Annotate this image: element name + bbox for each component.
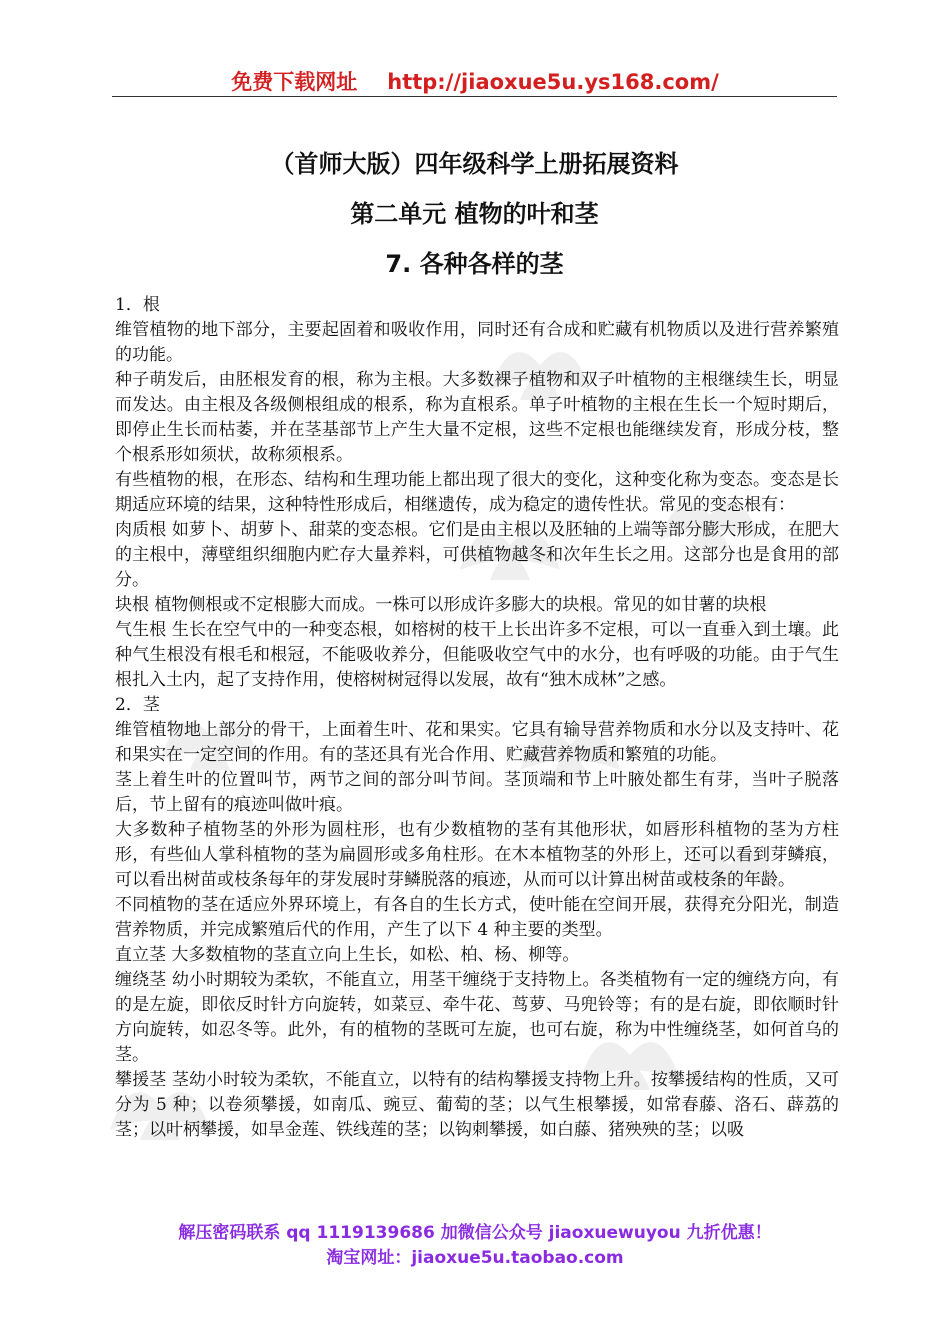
- header-divider: [112, 96, 837, 97]
- paragraph: 维管植物地上部分的骨干，上面着生叶、花和果实。它具有输导营养物质和水分以及支持叶、花和果实在一定空间的作用。有的茎还具有光合作用、贮藏营养物质和繁殖的功能。: [115, 720, 839, 765]
- paragraph: 直立茎 大多数植物的茎直立向上生长，如松、柏、杨、柳等。: [115, 945, 580, 965]
- document-title: （首师大版）四年级科学上册拓展资料: [270, 150, 679, 178]
- paragraph: 不同植物的茎在适应外界环境上，有各自的生长方式，使叶能在空间开展，获得充分阳光，制造营养物质，并完成繁殖后代的作用，产生了以下 4 种主要的类型。: [115, 895, 839, 940]
- paragraph: 种子萌发后，由胚根发育的根，称为主根。大多数裸子植物和双子叶植物的主根继续生长，明显而发达。由主根及各级侧根组成的根系，称为直根系。单子叶植物的主根在生长一个短时期后，即停止生长而枯萎，并在茎基部节上产生大量不定根，这些不定根也能继续发育，形成分枝，整个根系形如须状，故称须根系。: [115, 370, 839, 465]
- unit-title: 第二单元 植物的叶和茎: [350, 200, 599, 228]
- section-heading: 1．根: [115, 295, 160, 315]
- paragraph: 茎上着生叶的位置叫节，两节之间的部分叫节间。茎顶端和节上叶腋处都生有芽，当叶子脱落后，节上留有的痕迹叫做叶痕。: [115, 770, 839, 815]
- paragraph: 气生根 生长在空气中的一种变态根，如榕树的枝干上长出许多不定根，可以一直垂入到土壤。此种气生根没有根毛和根冠，不能吸收养分，但能吸收空气中的水分，也有呼吸的功能。由于气生根扎入土内，起了支持作用，使榕树树冠得以发展，故有“独木成林”之感。: [115, 620, 839, 690]
- paragraph: 攀援茎 茎幼小时较为柔软，不能直立，以特有的结构攀援支持物上升。按攀援结构的性质，又可分为 5 种；以卷须攀援，如南瓜、豌豆、葡萄的茎；以气生根攀援，如常春藤、洛石、薜荔的茎；以叶柄攀援，如旱金莲、铁线莲的茎；以钩刺攀援，如白藤、猪殃殃的茎；以吸: [115, 1070, 839, 1140]
- paragraph: 大多数种子植物茎的外形为圆柱形，也有少数植物的茎有其他形状，如唇形科植物的茎为方柱形，有些仙人掌科植物的茎为扁圆形或多角柱形。在木本植物茎的外形上，还可以看到芽鳞痕，可以看出树苗或枝条每年的芽发展时芽鳞脱落的痕迹，从而可以计算出树苗或枝条的年龄。: [115, 820, 839, 890]
- footer-shop-link[interactable]: 淘宝网址：jiaoxue5u.taobao.com: [326, 1248, 624, 1268]
- document-body: [115, 293, 839, 1143]
- header-label: 免费下载网址: [231, 70, 358, 94]
- paragraph: 有些植物的根，在形态、结构和生理功能上都出现了很大的变化，这种变化称为变态。变态是长期适应环境的结果，这种特性形成后，相继遗传，成为稳定的遗传性状。常见的变态根有：: [115, 470, 839, 515]
- footer-contact: 解压密码联系 qq 1119139686 加微信公众号 jiaoxuewuyou 九折优惠！: [178, 1223, 772, 1243]
- paragraph: 肉质根 如萝卜、胡萝卜、甜菜的变态根。它们是由主根以及胚轴的上端等部分膨大形成，在肥大的主根中，薄壁组织细胞内贮存大量养料，可供植物越冬和次年生长之用。这部分也是食用的部分。: [115, 520, 839, 590]
- paragraph: 块根 植物侧根或不定根膨大而成。一株可以形成许多膨大的块根。常见的如甘薯的块根: [115, 595, 767, 615]
- download-header: [0, 66, 950, 96]
- section-heading: 2．茎: [115, 695, 160, 715]
- paragraph: 缠绕茎 幼小时期较为柔软，不能直立，用茎干缠绕于支持物上。各类植物有一定的缠绕方向，有的是左旋，即依反时针方向旋转，如菜豆、牵牛花、茑萝、马兜铃等；有的是右旋，即依顺时针方向旋转，如忍冬等。此外，有的植物的茎既可左旋，也可右旋，称为中性缠绕茎，如何首乌的茎。: [115, 970, 839, 1065]
- lesson-title: 7. 各种各样的茎: [385, 250, 564, 278]
- header-url-link[interactable]: http://jiaoxue5u.ys168.com/: [387, 70, 719, 94]
- document-titles: [112, 150, 837, 278]
- paragraph: 维管植物的地下部分，主要起固着和吸收作用，同时还有合成和贮藏有机物质以及进行营养繁殖的功能。: [115, 320, 839, 365]
